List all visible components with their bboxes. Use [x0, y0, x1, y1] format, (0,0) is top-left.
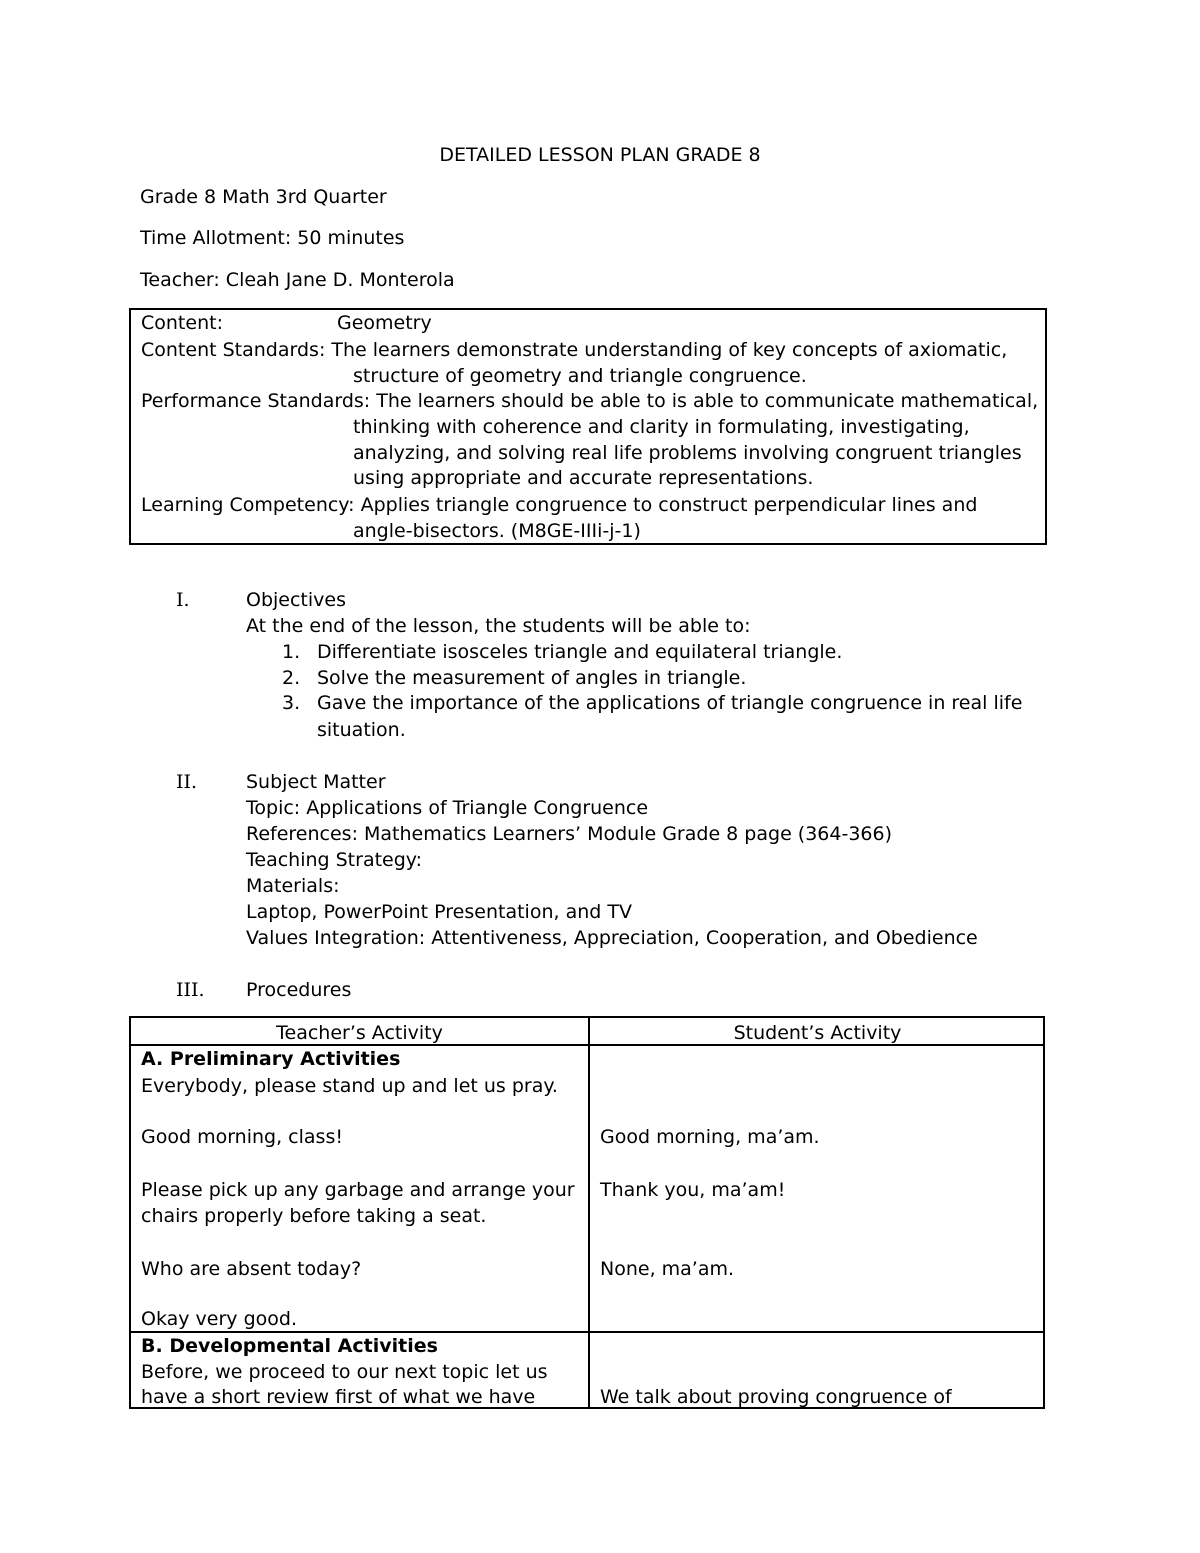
teacher-garbage-line-1: Please pick up any garbage and arrange your — [141, 1179, 575, 1201]
objectives-heading: Objectives — [246, 589, 346, 611]
materials-list-line: Laptop, PowerPoint Presentation, and TV — [246, 901, 632, 923]
teacher-prayer-line: Everybody, please stand up and let us pray. — [141, 1075, 558, 1097]
subject-matter-heading: Subject Matter — [246, 771, 386, 793]
grade-quarter-line: Grade 8 Math 3rd Quarter — [140, 186, 387, 208]
performance-standards-line: Performance Standards: The learners should be able to is able to communicate mathematical, — [141, 390, 1039, 412]
student-greeting-line: Good morning, ma’am. — [600, 1126, 820, 1148]
procedures-table — [129, 1016, 1045, 1409]
teacher-greeting-line: Good morning, class! — [141, 1126, 343, 1148]
content-value: Geometry — [337, 312, 432, 334]
objective-3-continuation: situation. — [317, 719, 406, 741]
performance-standards-continuation-2: analyzing, and solving real life problems involving congruent triangles — [353, 442, 1022, 464]
performance-standards-continuation-3: using appropriate and accurate representations. — [353, 467, 814, 489]
teacher-line: Teacher: Cleah Jane D. Monterola — [140, 269, 455, 291]
topic-line: Topic: Applications of Triangle Congruence — [246, 797, 649, 819]
student-activity-header: Student’s Activity — [733, 1022, 902, 1044]
teacher-review-line-2: have a short review first of what we have — [141, 1386, 536, 1408]
objective-2-text: Solve the measurement of angles in triangle. — [317, 667, 747, 689]
teaching-strategy-line: Teaching Strategy: — [246, 849, 423, 871]
objectives-numeral: I. — [176, 589, 190, 611]
content-standards-continuation: structure of geometry and triangle congruence. — [353, 365, 807, 387]
teacher-okay-line: Okay very good. — [141, 1308, 297, 1330]
objective-2-number: 2. — [282, 667, 301, 689]
standards-box — [129, 308, 1047, 545]
student-review-reply: We talk about proving congruence of — [600, 1386, 952, 1408]
header-row-divider — [131, 1044, 1043, 1046]
objective-1-number: 1. — [282, 641, 301, 663]
teacher-activity-header: Teacher’s Activity — [276, 1022, 443, 1044]
objective-3-number: 3. — [282, 692, 301, 714]
subject-matter-numeral: II. — [176, 771, 198, 793]
performance-standards-continuation-1: thinking with coherence and clarity in formulating, investigating, — [353, 416, 970, 438]
objective-1-text: Differentiate isosceles triangle and equilateral triangle. — [317, 641, 843, 663]
content-standards-line: Content Standards: The learners demonstrate understanding of key concepts of axiomatic, — [141, 339, 1008, 361]
learning-competency-continuation: angle-bisectors. (M8GE-IIIi-j-1) — [353, 520, 641, 542]
student-absent-reply: None, ma’am. — [600, 1258, 735, 1280]
document-title: DETAILED LESSON PLAN GRADE 8 — [439, 144, 761, 166]
student-thanks-line: Thank you, ma’am! — [600, 1179, 786, 1201]
objective-3-text: Gave the importance of the applications of triangle congruence in real life — [317, 692, 1023, 714]
procedures-heading: Procedures — [246, 979, 352, 1001]
teacher-garbage-line-2: chairs properly before taking a seat. — [141, 1205, 487, 1227]
time-allotment-line: Time Allotment: 50 minutes — [140, 227, 405, 249]
content-label: Content: — [141, 312, 223, 334]
values-integration-line: Values Integration: Attentiveness, Appreciation, Cooperation, and Obedience — [246, 927, 978, 949]
preliminary-activities-heading: A. Preliminary Activities — [141, 1048, 401, 1070]
column-divider — [588, 1018, 590, 1407]
teacher-absent-line: Who are absent today? — [141, 1258, 362, 1280]
section-row-divider — [131, 1331, 1043, 1333]
learning-competency-line: Learning Competency: Applies triangle congruence to construct perpendicular lines and — [141, 494, 978, 516]
teacher-review-line-1: Before, we proceed to our next topic let us — [141, 1361, 548, 1383]
developmental-activities-heading: B. Developmental Activities — [141, 1335, 438, 1357]
references-line: References: Mathematics Learners’ Module Grade 8 page (364-366) — [246, 823, 893, 845]
objectives-intro: At the end of the lesson, the students will be able to: — [246, 615, 751, 637]
materials-line: Materials: — [246, 875, 340, 897]
procedures-numeral: III. — [176, 979, 205, 1001]
